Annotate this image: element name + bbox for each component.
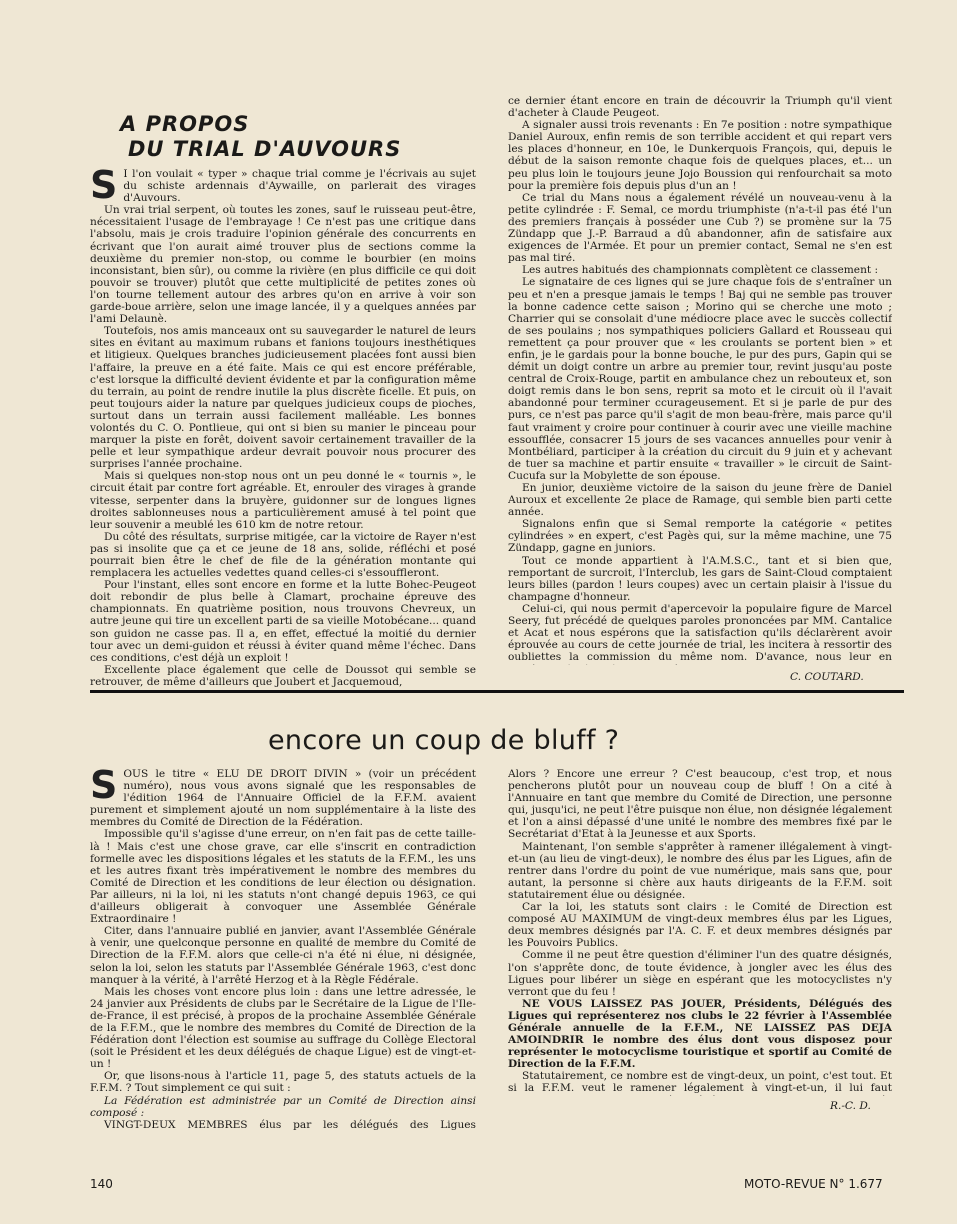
paragraph: NE VOUS LAISSEZ PAS JOUER, Présidents, Délégués des Ligues qui représenterez nos clubs le 22 février à l'Assemblée Générale annuelle de la F.F.M., NE LAISSEZ PAS DEJA AMOINDRIR le nombre des élus dont vous disposez pour représenter le motocyclisme touristique et sportif au Comité de Direction de la F.F.M. bbox=[508, 997, 892, 1071]
paragraph: Excellente place également que celle de Doussot qui semble se retrouver, de même d'ailleurs que Joubert et Jacquemoud, bbox=[90, 663, 476, 688]
paragraph: Du côté des résultats, surprise mitigée, car la victoire de Rayer n'est pas si insolite que ça et ce jeune de 18 ans, solide, réfléchi et posé pourrait bien être le chef de file de la génération montante qui remplacera les actuelles vedettes quand celles-ci s'essouffleront. bbox=[90, 530, 476, 580]
article1-title-line2: DU TRIAL D'AUVOURS bbox=[128, 137, 402, 161]
paragraph: Comme il ne peut être question d'éliminer l'un des quatre désignés, l'on s'apprête donc, de toute évidence, à jongler avec les élus des Ligues pour libérer un siège en espérant que les motocyclistes n'y verront que du feu ! bbox=[508, 949, 892, 998]
paragraph: Un vrai trial serpent, où toutes les zones, sauf le ruisseau peut-être, nécessitaient l'usage de l'embrayage ! Ce n'est pas une critique dans l'absolu, mais je crois traduire l'opinion générale des concurrents en écrivant que l'on aurait aimé trouver plus de sections comme la deuxième du premier non-stop, ou comme le bourbier (en moins inconsistant, bien sûr), ou comme la rivière (en plus difficile ce qui doit pouvoir se trouver) plutôt que cette multiplicité de petites zones où l'on tourne tellement autour des arbres qu'on en arrive à voir son garde-boue arrière, selon une image lancée, il y a quelques années par l'ami Delaunè. bbox=[90, 204, 476, 326]
paragraph: Celui-ci, qui nous permit d'apercevoir la populaire figure de Marcel Seery, fut précédé de quelques paroles prononcées par MM. Cantalice et Acat et nous espérons que la satisfaction qu'ils déclarèrent avoir éprouvée au cours de cette journée de trial, les incitera à ressortir des oubliettes la commission du même nom. D'avance, nous leur en bbox=[508, 602, 892, 664]
paragraph: Pour l'instant, elles sont encore en forme et la lutte Bohec-Peugeot doit rebondir de plus belle à Clamart, prochaine épreuve des championnats. En quatrième position, nous trouvons Chevreux, un autre jeune qui tire un excellent parti de sa vieille Motobécane... quand son guidon ne casse pas. Il a, en effet, effectué la moitié du dernier tour avec un demi-guidon et réussi à éviter quand même l'échec. Dans ces conditions, c'est déjà un exploit ! bbox=[90, 579, 476, 664]
paragraph: Mais si quelques non-stop nous ont un peu donné le « tournis », le circuit était par contre fort agréable. Et, enrouler des virages à grande vitesse, serpenter dans la bruyère, guidonner sur de longues lignes droites sablonneuses nous a particulièrement amusé à tel point que leur souvenir a meublé les 610 km de notre retour. bbox=[90, 470, 476, 531]
article2-left-column bbox=[90, 768, 476, 1130]
paragraph: Alors ? Encore une erreur ? C'est beaucoup, c'est trop, et nous pencherons plutôt pour un nouveau coup de bluff ! On a cité à l'Annuaire en tant que membre du Comité de Direction, une personne qui, jusqu'ici, ne peut l'être puisque non élue, non désignée légalement et l'on a ainsi dépassé d'une unité le nombre des membres fixé par le Secrétariat d'Etat à la Jeunesse et aux Sports. bbox=[508, 768, 892, 841]
article1-dropcap: S bbox=[90, 168, 118, 207]
paragraph: I l'on voulait « typer » chaque trial comme je l'écrivais au sujet du schiste ardennais d'Aywaille, on parlerait des virages d'Auvours. bbox=[123, 168, 476, 205]
paragraph: Mais les choses vont encore plus loin : dans une lettre adressée, le 24 janvier aux Présidents de clubs par le Secrétaire de la Ligue de l'Ile-de-France, il est précisé, à propos de la prochaine Assemblée Générale de la F.F.M., que le nombre des membres du Comité de Direction de la Fédération dont l'élection est soumise au suffrage du Collège Electoral (soit le Président et les deux délégués de chaque Ligue) est de vingt-et-un ! bbox=[90, 985, 476, 1071]
article2-title: encore un coup de bluff ? bbox=[268, 725, 620, 756]
paragraph: La Fédération est administrée par un Comité de Direction ainsi composé : bbox=[90, 1094, 476, 1119]
article1-left-column bbox=[90, 168, 476, 688]
paragraph: Toutefois, nos amis manceaux ont su sauvegarder le naturel de leurs sites en évitant au maximum rubans et fanions toujours inesthétiques et litigieux. Quelques branches judicieusement placées font aussi bien l'affaire, la preuve en a été faite. Mais ce qui est encore préférable, c'est lorsque la difficulté devient évidente et par la configuration même du terrain, au point de rendre inutile la plus discrète ficelle. Et puis, on peut toujours aider la nature par quelques judicieux coups de pioches, surtout dans un terrain aussi facilement malléable. Les bonnes volontés du C. O. Pontlieue, qui ont si bien su manier le pinceau pour marquer la piste en forêt, doivent savoir certainement travailler de la pelle et leur sympathique ardeur devrait pouvoir nous procurer des surprises l'année prochaine. bbox=[90, 325, 476, 471]
paragraph: Statutairement, ce nombre est de vingt-deux, un point, c'est tout. Et si la F.F.M. veut le ramener légalement à vingt-et-un, il lui faut bbox=[508, 1070, 892, 1095]
paragraph: VINGT-DEUX MEMBRES élus par les délégués des Ligues bbox=[104, 1118, 476, 1130]
paragraph: A signaler aussi trois revenants : En 7e position : notre sympathique Daniel Auroux, enfin remis de son terrible accident et qui repart vers les places d'honneur, en 10e, le Dunkerquois François, qui, depuis le début de la saison remonte chaque fois de quelques places, et... un peu plus loin le toujours jeune Jojo Boussion qui renfourchait sa moto pour la première fois depuis plus d'un an ! bbox=[508, 119, 892, 192]
article2-dropcap: S bbox=[90, 768, 118, 807]
paragraph: Impossible qu'il s'agisse d'une erreur, on n'en fait pas de cette taille-là ! Mais c'est une chose grave, car elle s'inscrit en contradiction formelle avec les dispositions légales et les statuts de la F.F.M., les uns et les autres fixant très impérativement le nombre des membres du Comité de Direction et les conditions de leur élection ou désignation. Par ailleurs, ni la loi, ni les statuts n'ont changé depuis 1963, ce qui d'ailleurs obligerait à convoquer une Assemblée Générale Extraordinaire ! bbox=[90, 828, 476, 926]
paragraph: Citer, dans l'annuaire publié en janvier, avant l'Assemblée Générale à venir, une quelconque personne en qualité de membre du Comité de Direction de la F.F.M. alors que celle-ci n'a été ni élue, ni désignée, selon la loi, selon les statuts par l'Assemblée Générale 1963, c'est donc manquer à la vérité, à l'arrêté Herzog et à la Règle Fédérale. bbox=[90, 925, 476, 986]
paragraph: En junior, deuxième victoire de la saison du jeune frère de Daniel Auroux et excellente 2e place de Ramage, qui semble bien parti cette année. bbox=[508, 482, 892, 519]
publication-name: MOTO-REVUE N° 1.677 bbox=[744, 1177, 883, 1191]
paragraph: Ce trial du Mans nous a également révélé un nouveau-venu à la petite cylindrée : F. Semal, ce mordu triumphiste (n'a-t-il pas été l'un des premiers français à posséder une Cub ?) se promène sur la 75 Zündapp que J.-P. Barraud a dû abandonner, afin de satisfaire aux exigences de l'Armée. Et pour un premier contact, Semal ne s'en est pas mal tiré. bbox=[508, 191, 892, 265]
paragraph: Les autres habitués des championnats complètent ce classement : bbox=[522, 264, 879, 277]
article1-right-column bbox=[508, 95, 892, 665]
paragraph: Or, que lisons-nous à l'article 11, page 5, des statuts actuels de la F.F.M. ? Tout simplement ce qui suit : bbox=[90, 1070, 476, 1095]
article1-title-line1: A PROPOS bbox=[120, 112, 250, 136]
article2-right-column bbox=[508, 768, 892, 1096]
article2-signature: R.-C. D. bbox=[830, 1100, 871, 1112]
paragraph: OUS le titre « ELU DE DROIT DIVIN » (voir un précédent numéro), nous vous avons signalé que les responsables de l'édition 1964 de l'Annuaire Officiel de la F.F.M. avaient purement et simplement ajouté un nom supplémentaire à la liste des membres du Comité de Direction de la Fédération. bbox=[90, 768, 476, 829]
paragraph: Maintenant, l'on semble s'apprêter à ramener illégalement à vingt-et-un (au lieu de vingt-deux), le nombre des élus par les Ligues, afin de rentrer dans l'ordre du point de vue numérique, mais sans que, pour autant, la personne si chère aux hauts dirigeants de la F.F.M. soit statutairement élue ou désignée. bbox=[508, 840, 892, 901]
paragraph: Le signataire de ces lignes qui se jure chaque fois de s'entraîner un peu et n'en a presque jamais le temps ! Baj qui ne semble pas trouver la bonne cadence cette saison ; Morino qui se cherche une moto ; Charrier qui se consolait d'une médiocre place avec le succès collectif de ses poulains ; nos sympathiques policiers Gallard et Rousseau qui remettent ça pour prouver que « les croulants se portent bien » et enfin, je le gardais pour la bonne bouche, le pur des purs, Gapin qui se démit un doigt contre un arbre au premier tour, revint jusqu'au poste central de Croix-Rouge, partit en ambulance chez un rebouteux et, son doigt remis dans le bon sens, reprit sa moto et le circuit où il l'avait abandonné pour terminer ccurageusement. Et si je parle de pur des purs, ce n'est pas parce qu'il s'agit de mon beau-frère, mais parce qu'il faut vraiment y croire pour continuer à courir avec une vieille machine essoufflée, consacrer 15 jours de ses vacances annuelles pour venir à Montbéliard, participer à la création du circuit du 9 juin et y achevant de tuer sa machine et partir ensuite « travailler » le circuit de Saint-Cucufa sur la Mobylette de son épouse. bbox=[508, 276, 892, 482]
page-number: 140 bbox=[90, 1177, 113, 1191]
paragraph: Signalons enfin que si Semal remporte la catégorie « petites cylindrées » en expert, c'est Pagès qui, sur la même machine, une 75 Zündapp, gagne en juniors. bbox=[508, 518, 892, 555]
section-divider bbox=[90, 690, 904, 693]
article1-signature: C. COUTARD. bbox=[790, 671, 864, 683]
paragraph: Tout ce monde appartient à l'A.M.S.C., tant et si bien que, remportant de surcroit, l'Interclub, les gars de Saint-Cloud comptaient leurs billes (pardon ! leurs coupes) avec un certain plaisir à l'issue du champagne d'honneur. bbox=[508, 554, 892, 603]
article1-title bbox=[120, 112, 480, 162]
paragraph: Car la loi, les statuts sont clairs : le Comité de Direction est composé AU MAXIMUM de vingt-deux membres élus par les Ligues, deux membres désignés par l'A. C. F. et deux membres désignés par les Pouvoirs Publics. bbox=[508, 901, 892, 950]
paragraph: ce dernier étant encore en train de découvrir la Triumph qu'il vient d'acheter à Claude Peugeot. bbox=[508, 95, 892, 120]
